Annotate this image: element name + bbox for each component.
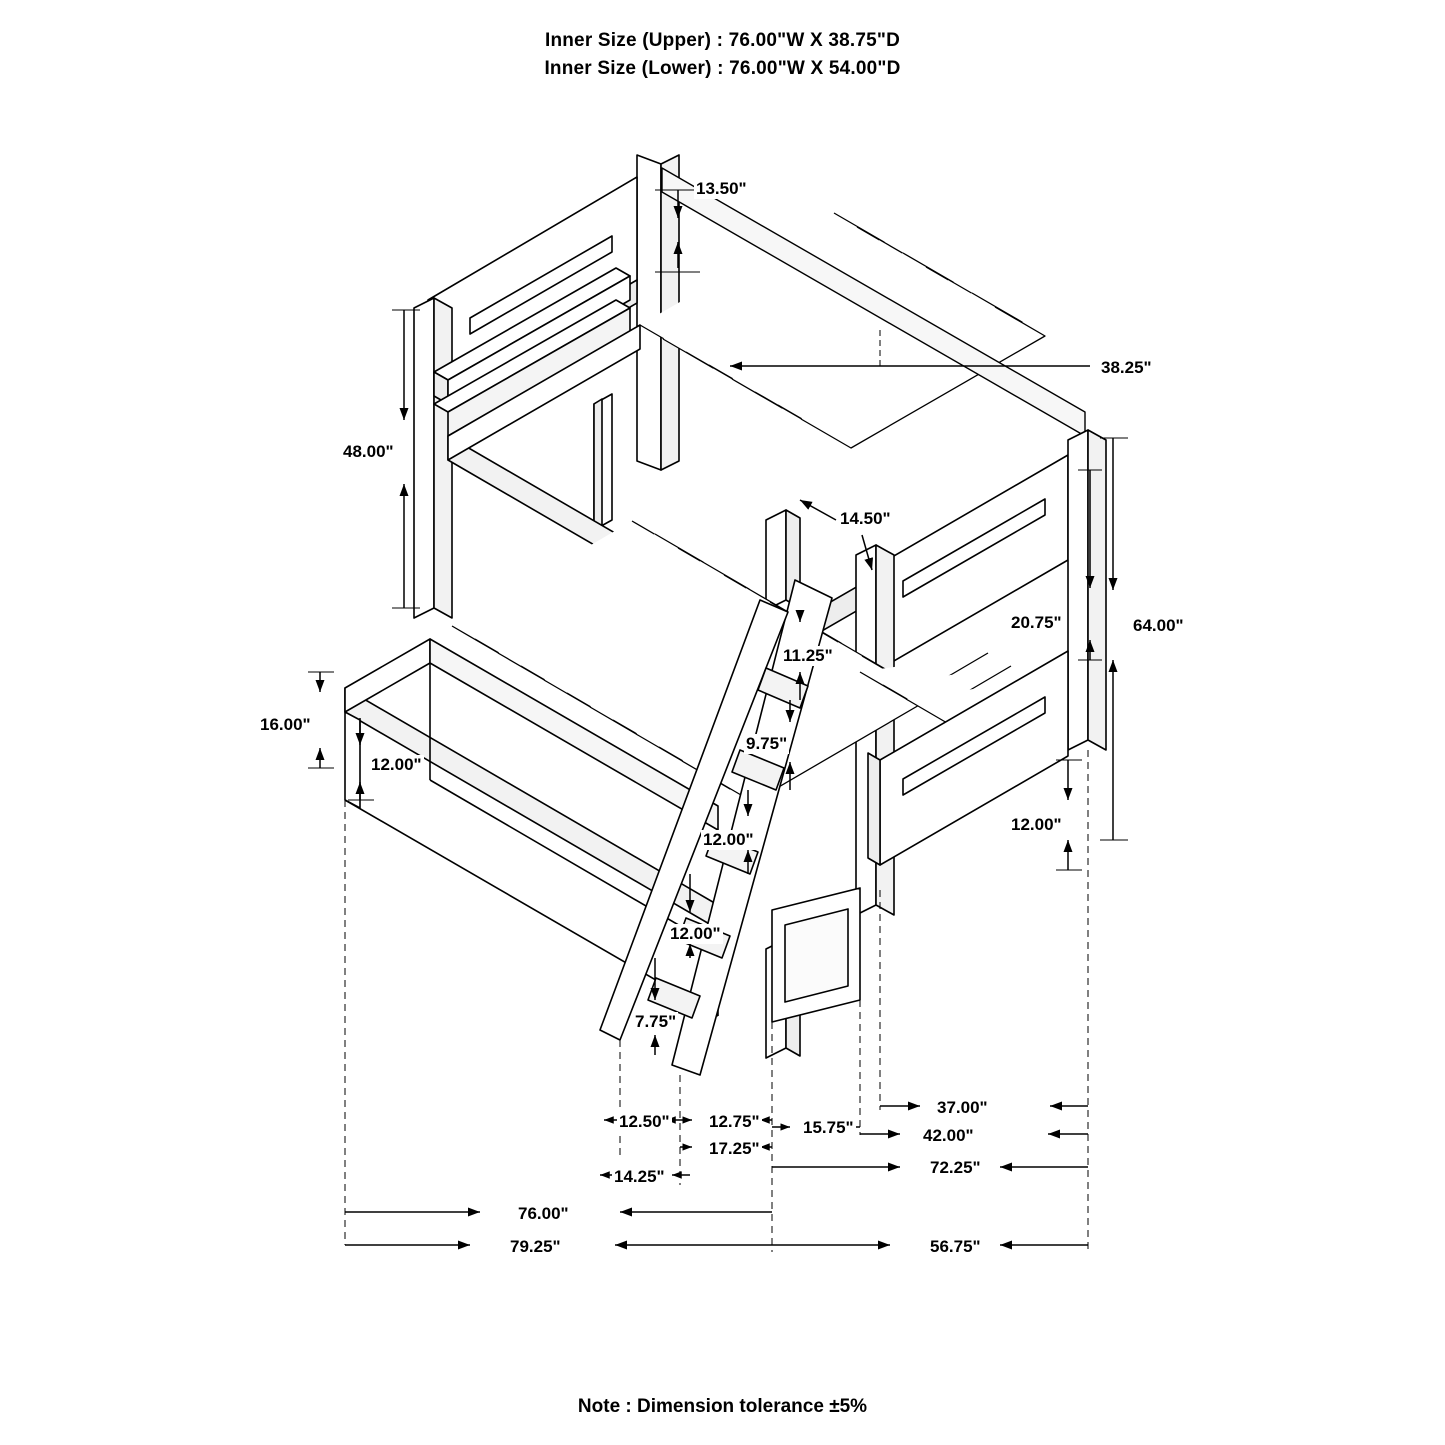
dimension-label-12-00-left: 12.00" bbox=[371, 755, 422, 774]
dimension-label-13-50: 13.50" bbox=[696, 179, 747, 198]
dimension-label-56-75: 56.75" bbox=[930, 1237, 981, 1256]
dimension-label-48-00: 48.00" bbox=[343, 442, 394, 461]
dimension-label-11-25: 11.25" bbox=[783, 646, 833, 665]
dimension-label-14-50: 14.50" bbox=[840, 509, 891, 528]
dimension-label-12-00-ladder-lower: 12.00" bbox=[670, 924, 721, 943]
dimension-label-12-50: 12.50" bbox=[619, 1112, 670, 1131]
dimension-label-9-75: 9.75" bbox=[746, 734, 788, 753]
dimension-label-72-25: 72.25" bbox=[930, 1158, 981, 1177]
inner-size-lower-text: Inner Size (Lower) : 76.00"W X 54.00"D bbox=[544, 58, 901, 79]
bed-structure bbox=[345, 155, 1106, 1075]
inner-size-upper-text: Inner Size (Upper) : 76.00"W X 38.75"D bbox=[544, 30, 901, 51]
dimension-label-76-00: 76.00" bbox=[518, 1204, 569, 1223]
dimension-label-7-75: 7.75" bbox=[635, 1012, 677, 1031]
dimension-label-64-00: 64.00" bbox=[1133, 616, 1184, 635]
dimension-label-17-25: 17.25" bbox=[709, 1139, 760, 1158]
dimension-label-38-25: 38.25" bbox=[1101, 358, 1152, 377]
dimension-label-42-00: 42.00" bbox=[923, 1126, 974, 1145]
dimension-label-12-75: 12.75" bbox=[709, 1112, 760, 1131]
dimension-label-79-25: 79.25" bbox=[510, 1237, 561, 1256]
dimension-label-37-00: 37.00" bbox=[937, 1098, 988, 1117]
tolerance-note: Note : Dimension tolerance ±5% bbox=[577, 1396, 868, 1417]
dimension-label-12-00-right: 12.00" bbox=[1011, 815, 1062, 834]
dimension-label-20-75: 20.75" bbox=[1011, 613, 1062, 632]
dimension-label-16-00: 16.00" bbox=[260, 715, 311, 734]
dimension-label-14-25: 14.25" bbox=[614, 1167, 665, 1186]
dimension-label-15-75: 15.75" bbox=[803, 1118, 854, 1137]
dimension-label-12-00-ladder-upper: 12.00" bbox=[703, 830, 754, 849]
